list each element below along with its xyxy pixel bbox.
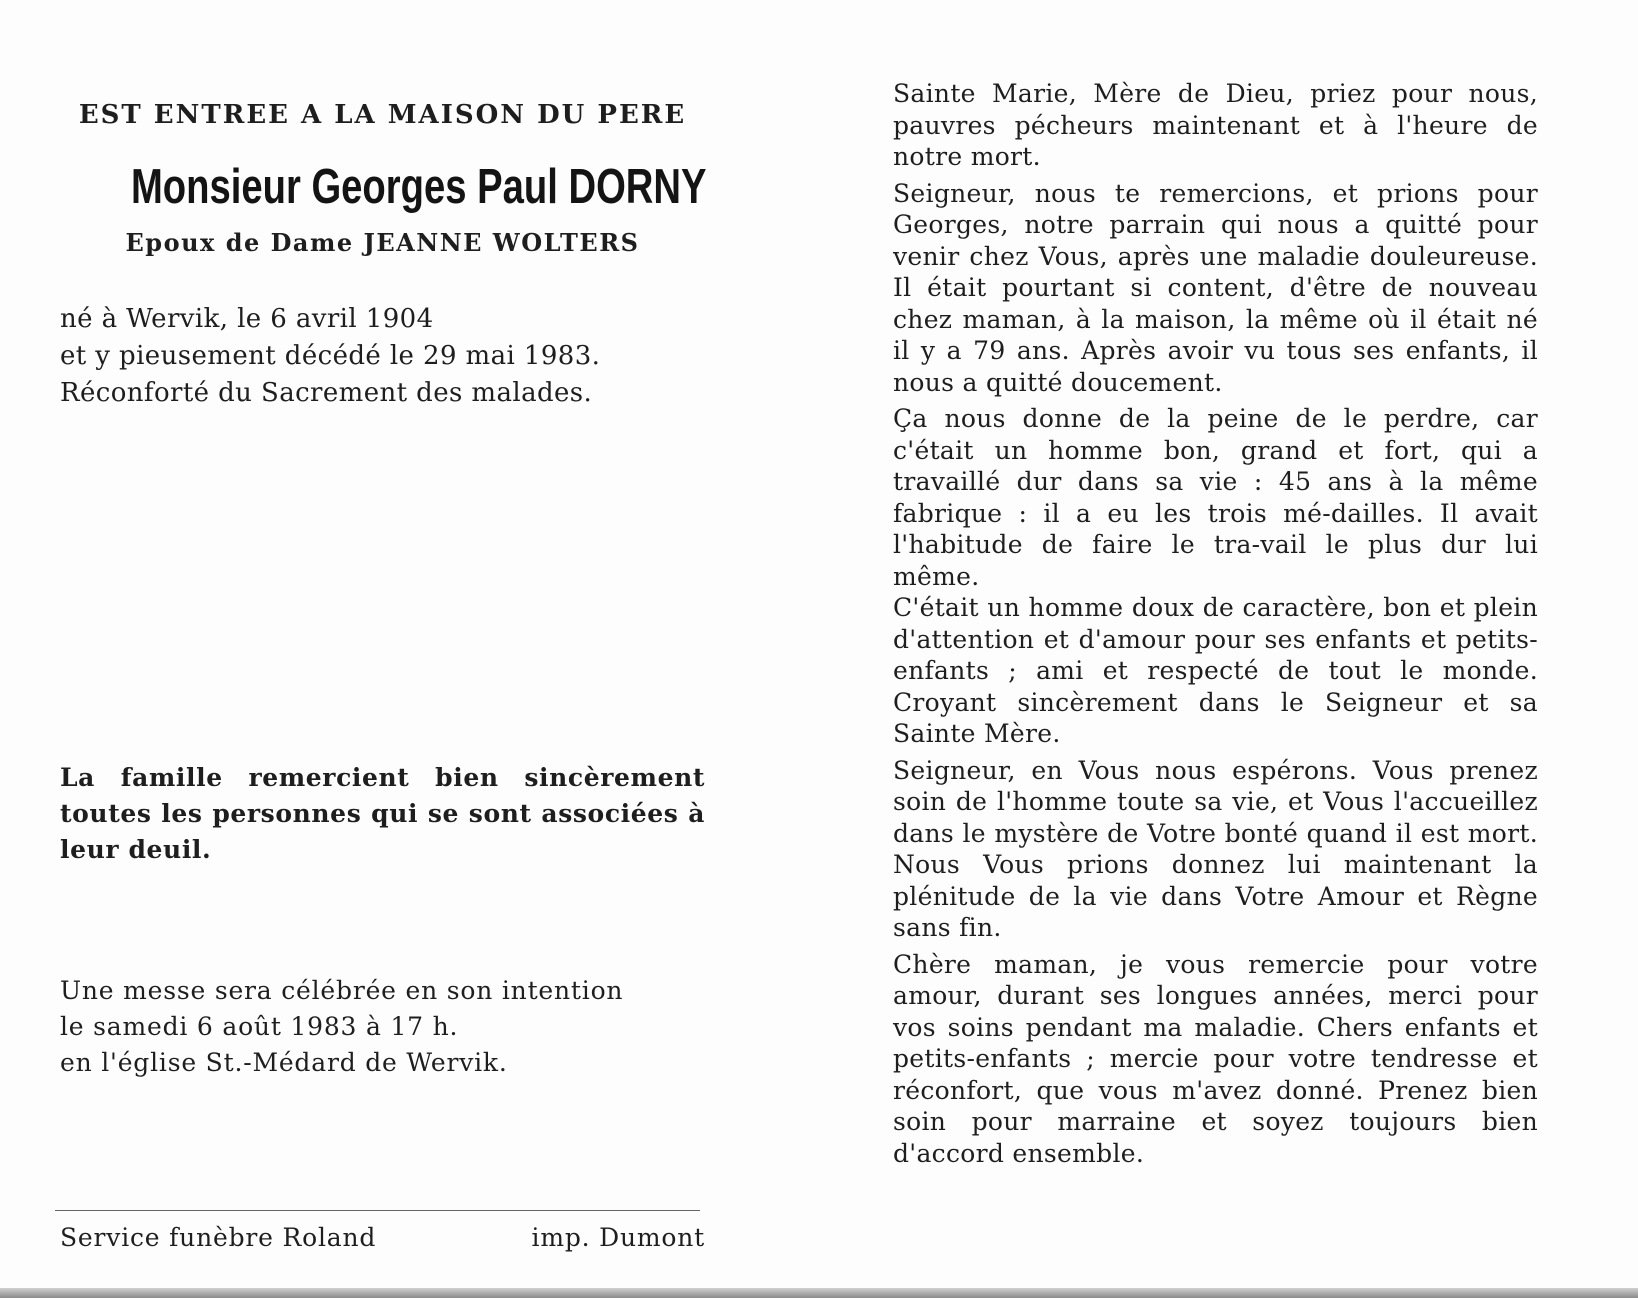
footer [60,1220,705,1256]
death-line: et y pieusement décédé le 29 mai 1983. [60,341,601,371]
birth-death-block [60,301,705,412]
birth-line: né à Wervik, le 6 avril 1904 [60,304,434,334]
prayer-paragraph: Sainte Marie, Mère de Dieu, priez pour nous, pauvres pécheurs maintenant et à l'heure de notre mort. [893,79,1538,171]
funeral-service-credit: Service funèbre Roland [60,1223,377,1252]
prayer-paragraph: Seigneur, en Vous nous espérons. Vous prenez soin de l'homme toute sa vie, et Vous l'accueillez dans le mystère de Votre bonté quand il est mort. Nous Vous prions donnez lui maintenant la plénitude de la vie dans Votre Amour et Règne sans fin. [893,755,1538,942]
prayer-paragraph: Seigneur, nous te remercions, et prions pour Georges, notre parrain qui nous a quitté pour venir chez Vous, après une maladie douleureuse. Il était pourtant si content, d'être de nouveau chez maman, à la maison, la même où il était né il y a 79 ans. Après avoir vu tous ses enfants, il nous a quitté doucement. [893,178,1538,397]
footer-divider [55,1210,700,1211]
printer-credit: imp. Dumont [531,1223,705,1252]
mass-line-1: Une messe sera célébrée en son intention [60,976,624,1005]
sacrament-line: Réconforté du Sacrement des malades. [60,378,593,408]
family-thanks: La famille remercient bien sincèrement toutes les personnes qui se sont associées à leur deuil. [60,763,705,864]
deceased-name: Monsieur Georges Paul DORNY [130,160,707,214]
card-heading: EST ENTREE A LA MAISON DU PERE [78,100,687,130]
scan-edge-bar [0,1288,1638,1298]
left-panel [60,95,707,1252]
prayer-paragraph: Ça nous donne de la peine de le perdre, car c'était un homme bon, grand et fort, qui a travaillé dur dans sa vie : 45 ans à la même fabrique : il a eu les trois mé-dailles. Il avait l'habitude de faire le tra-vail le plus dur lui même. C'était un homme doux de caractère, bon et plein d'attention et d'amour pour ses enfants et petits-enfants ; ami et respecté de tout le monde. Croyant sincèrement dans le Seigneur et sa Sainte Mère. [893,404,1538,748]
prayer-paragraph: Chère maman, je vous remercie pour votre amour, durant ses longues années, merci pour vos soins pendant ma maladie. Chers enfants et petits-enfants ; mercie pour votre tendresse et réconfort, que vous m'avez donné. Prenez bien soin pour marraine et soyez toujours bien d'accord ensemble. [893,949,1538,1168]
right-panel [893,78,1538,1174]
mass-line-3: en l'église St.-Médard de Wervik. [60,1048,508,1077]
mass-line-2: le samedi 6 août 1983 à 17 h. [60,1012,459,1041]
mass-announcement [60,973,705,1081]
spouse-line: Epoux de Dame JEANNE WOLTERS [125,228,640,257]
